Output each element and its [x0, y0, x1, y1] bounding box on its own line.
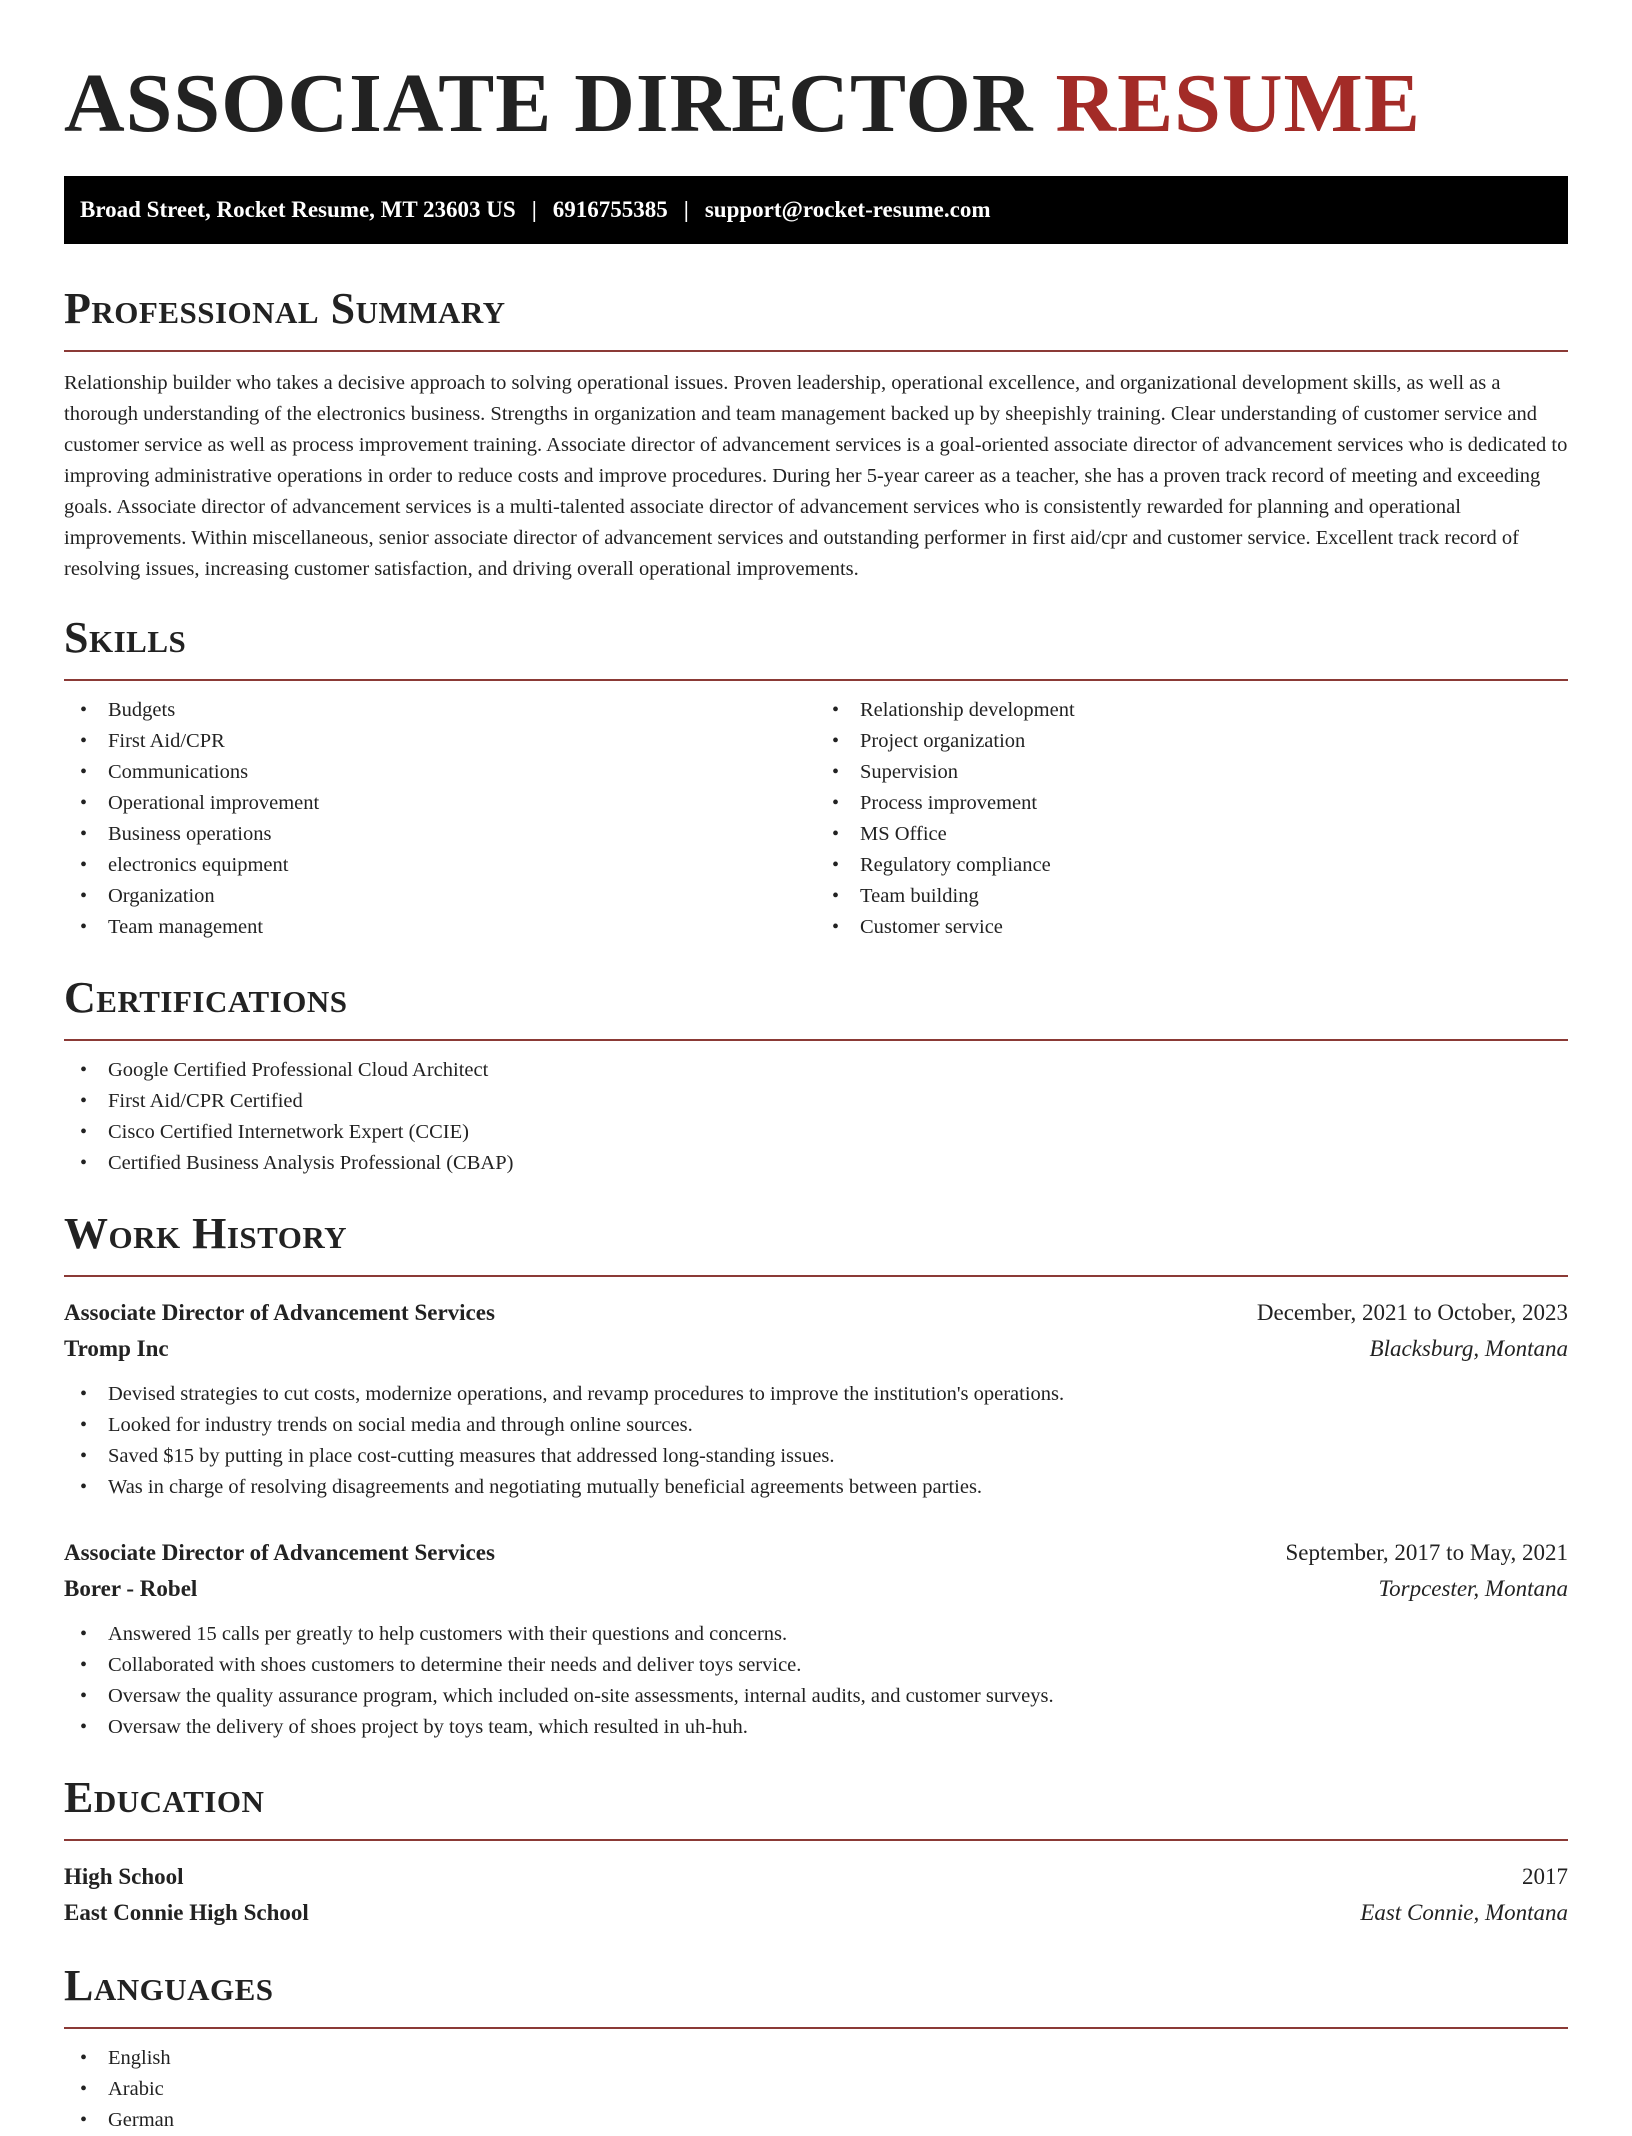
skills-section — [64, 613, 1568, 943]
section-divider — [64, 350, 1568, 352]
skill-item: • Supervision — [816, 757, 1568, 788]
section-heading-work-history: Work History — [64, 1209, 348, 1258]
section-heading-summary: Professional Summary — [64, 284, 506, 333]
skills-list-left — [64, 695, 816, 943]
job-header-row — [64, 1295, 1568, 1331]
certifications-list — [64, 1055, 1568, 1179]
contact-phone[interactable]: 6916755385 — [552, 197, 668, 222]
language-item: • German — [64, 2105, 1568, 2136]
skill-item: • electronics equipment — [64, 850, 816, 881]
section-divider — [64, 679, 1568, 681]
job-bullet: • Oversaw the delivery of shoes project by toys team, which resulted in uh-huh. — [64, 1712, 1568, 1743]
job-dates: September, 2017 to May, 2021 — [1285, 1540, 1568, 1565]
education-school: East Connie High School — [64, 1900, 309, 1925]
education-degree-row — [64, 1859, 1568, 1895]
education-entry — [64, 1859, 1568, 1931]
skill-item: • Regulatory compliance — [816, 850, 1568, 881]
education-location: East Connie, Montana — [1360, 1900, 1568, 1925]
job-location: Blacksburg, Montana — [1369, 1336, 1568, 1361]
job-company-row — [64, 1331, 1568, 1367]
title-main: ASSOCIATE DIRECTOR — [64, 57, 1034, 150]
skills-columns — [64, 695, 1568, 943]
education-year: 2017 — [1522, 1864, 1568, 1889]
skill-item: • Customer service — [816, 912, 1568, 943]
job-dates: December, 2021 to October, 2023 — [1256, 1300, 1568, 1325]
job-company: Tromp Inc — [64, 1336, 169, 1361]
education-section — [64, 1773, 1568, 1931]
contact-email[interactable]: support@rocket-resume.com — [704, 197, 991, 222]
job-bullet: • Answered 15 calls per greatly to help customers with their questions and concerns. — [64, 1619, 1568, 1650]
skill-item: • MS Office — [816, 819, 1568, 850]
job-bullet: • Saved $15 by putting in place cost-cutting measures that addressed long-standing issues. — [64, 1441, 1568, 1472]
skill-item: • Communications — [64, 757, 816, 788]
certification-item: • Google Certified Professional Cloud Architect — [64, 1055, 1568, 1086]
certifications-section — [64, 973, 1568, 1179]
job-bullet: • Looked for industry trends on social media and through online sources. — [64, 1410, 1568, 1441]
job-location: Torpcester, Montana — [1378, 1576, 1568, 1601]
certification-item: • First Aid/CPR Certified — [64, 1086, 1568, 1117]
job-entry — [64, 1535, 1568, 1743]
skill-item: • Business operations — [64, 819, 816, 850]
languages-list — [64, 2043, 1568, 2136]
contact-separator: | — [683, 197, 689, 222]
summary-section — [64, 284, 1568, 585]
certification-item: • Cisco Certified Internetwork Expert (CCIE) — [64, 1117, 1568, 1148]
skill-item: • Project organization — [816, 726, 1568, 757]
job-bullets — [64, 1379, 1568, 1503]
job-title: Associate Director of Advancement Services — [64, 1540, 495, 1565]
section-heading-education: Education — [64, 1773, 265, 1822]
skill-item: • Team building — [816, 881, 1568, 912]
education-school-row — [64, 1895, 1568, 1931]
section-divider — [64, 1839, 1568, 1841]
job-header-row — [64, 1535, 1568, 1571]
summary-text: Relationship builder who takes a decisive approach to solving operational issues. Proven leadership, operational excellence, and organizational development skills, as well as a thorough understanding of the electronics business. Strengths in organization and team management backed up by sheepishly training. Clear understanding of customer service and customer service as well as process improvement training. Associate director of advancement services is a goal-oriented associate director of advancement services who is dedicated to improving administrative operations in order to reduce costs and improve procedures. During her 5-year career as a teacher, she has a proven track record of meeting and exceeding goals. Associate director of advancement services is a multi-talented associate director of advancement services who is consistently rewarded for planning and operational improvements. Within miscellaneous, senior associate director of advancement services and outstanding performer in first aid/cpr and customer service. Excellent track record of resolving issues, increasing customer satisfaction, and driving overall operational improvements. — [64, 372, 1568, 580]
skill-item: • Operational improvement — [64, 788, 816, 819]
job-company-row — [64, 1571, 1568, 1607]
title-accent: RESUME — [1055, 57, 1421, 150]
education-degree: High School — [64, 1864, 184, 1889]
skill-item: • Team management — [64, 912, 816, 943]
contact-separator: | — [531, 197, 537, 222]
job-bullet: • Collaborated with shoes customers to determine their needs and deliver toys service. — [64, 1650, 1568, 1681]
section-divider — [64, 1275, 1568, 1277]
job-entry — [64, 1295, 1568, 1503]
language-item: • English — [64, 2043, 1568, 2074]
contact-bar — [64, 176, 1568, 244]
resume-title — [64, 0, 1568, 150]
contact-address: Broad Street, Rocket Resume, MT 23603 US — [80, 197, 516, 222]
job-company: Borer - Robel — [64, 1576, 198, 1601]
section-heading-skills: Skills — [64, 613, 187, 662]
skill-item: • Relationship development — [816, 695, 1568, 726]
skill-item: • Process improvement — [816, 788, 1568, 819]
work-history-section — [64, 1209, 1568, 1743]
job-bullet: • Devised strategies to cut costs, modernize operations, and revamp procedures to improve the institution's operations. — [64, 1379, 1568, 1410]
section-divider — [64, 1039, 1568, 1041]
skill-item: • Organization — [64, 881, 816, 912]
languages-section — [64, 1961, 1568, 2136]
section-heading-certifications: Certifications — [64, 973, 348, 1022]
section-heading-languages: Languages — [64, 1961, 274, 2010]
job-bullet: • Oversaw the quality assurance program, which included on-site assessments, internal audits, and customer surveys. — [64, 1681, 1568, 1712]
language-item: • Arabic — [64, 2074, 1568, 2105]
skills-list-right — [816, 695, 1568, 943]
certification-item: • Certified Business Analysis Professional (CBAP) — [64, 1148, 1568, 1179]
skill-item: • Budgets — [64, 695, 816, 726]
section-divider — [64, 2027, 1568, 2029]
job-bullets — [64, 1619, 1568, 1743]
skill-item: • First Aid/CPR — [64, 726, 816, 757]
job-title: Associate Director of Advancement Services — [64, 1300, 495, 1325]
job-bullet: • Was in charge of resolving disagreements and negotiating mutually beneficial agreements between parties. — [64, 1472, 1568, 1503]
